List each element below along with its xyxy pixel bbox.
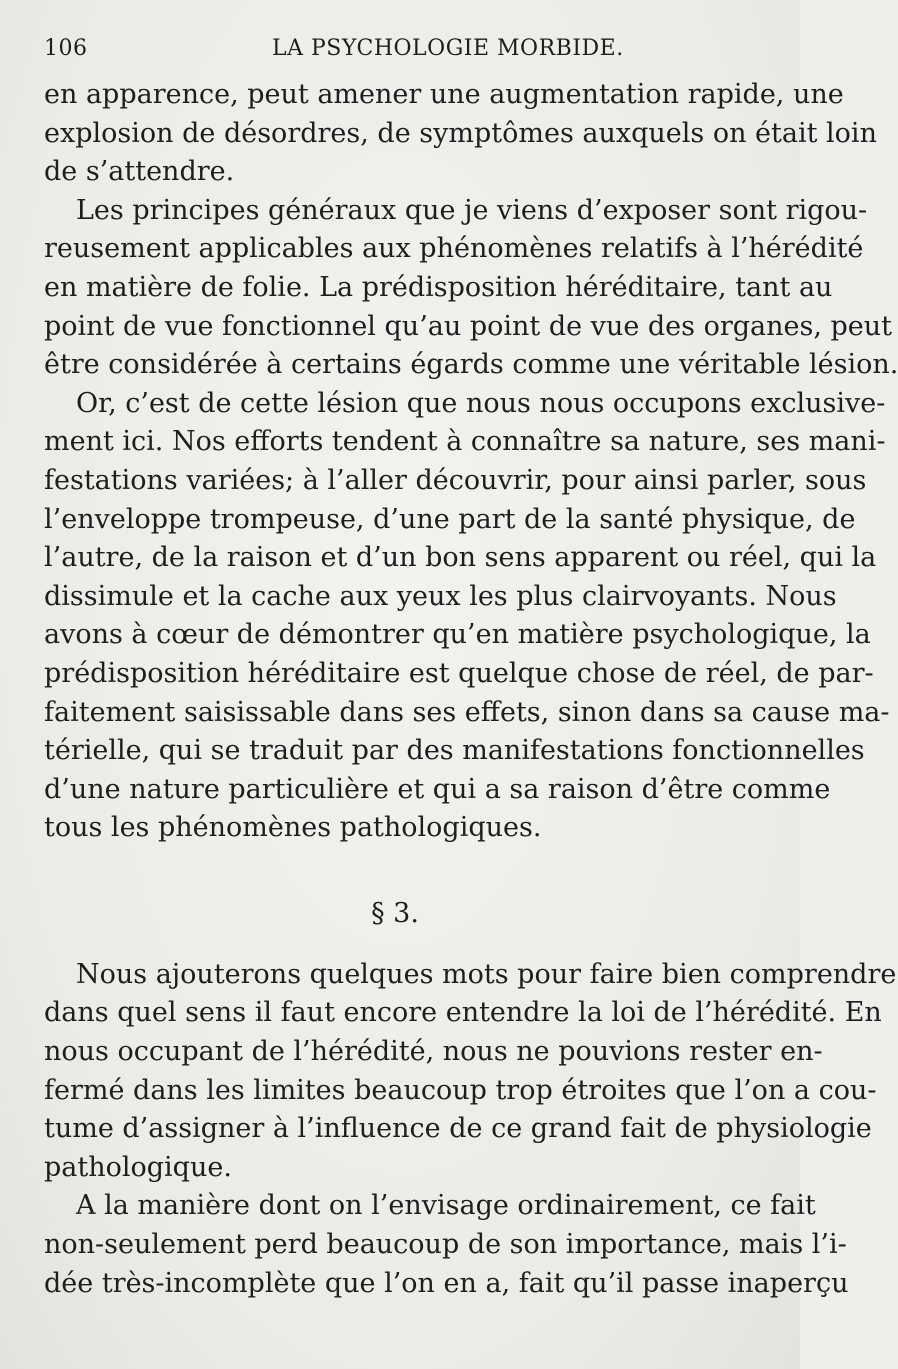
text-line: ment ici. Nos efforts tendent à connaître sa nature, ses mani- [44,426,886,458]
text-line: l’autre, de la raison et d’un bon sens apparent ou réel, qui la [44,542,877,574]
paragraph [44,192,898,385]
text-line: faitement saisissable dans ses effets, sinon dans sa cause ma- [44,696,890,728]
paragraph [44,76,877,192]
text-line: Or, c’est de cette lésion que nous nous occupons exclusive- [76,387,886,419]
text-line: de s’attendre. [44,156,235,188]
text-line: dissimule et la cache aux yeux les plus clairvoyants. Nous [44,580,837,612]
paragraph [44,1187,849,1303]
text-line: en apparence, peut amener une augmentation rapide, une [44,79,844,110]
page-body [44,76,898,1303]
page-number: 106 [44,36,88,61]
running-head: LA PSYCHOLOGIE MORBIDE. [272,36,624,61]
section-spacer [44,940,776,956]
text-line: en matière de folie. La prédisposition héréditaire, tant au [44,271,833,303]
text-line: prédisposition héréditaire est quelque chose de réel, de par- [44,657,874,689]
section-heading: § 3. [371,897,419,929]
text-line: A la manière dont on l’envisage ordinairement, ce fait [76,1190,816,1222]
text-line: être considérée à certains égards comme une véritable lésion. [44,349,898,381]
text-line: térielle, qui se traduit par des manifestations fonctionnelles [44,735,865,767]
text-line: fermé dans les limites beaucoup trop étroites que l’on a cou- [44,1074,877,1106]
text-line: tous les phénomènes pathologiques. [44,812,542,844]
text-line: non-seulement perd beaucoup de son importance, mais l’i- [44,1229,847,1261]
text-line: tume d’assigner à l’influence de ce grand fait de physiologie [44,1113,872,1145]
text-line: nous occupant de l’hérédité, nous ne pouvions rester en- [44,1036,823,1068]
text-line: point de vue fonctionnel qu’au point de vue des organes, peut [44,310,893,342]
text-line: l’enveloppe trompeuse, d’une part de la santé physique, de [44,503,856,535]
text-line: pathologique. [44,1151,232,1183]
section-spacer [44,848,776,888]
text-line: dans quel sens il faut encore entendre la loi de l’hérédité. En [44,997,882,1029]
text-line: d’une nature particulière et qui a sa raison d’être comme [44,773,831,805]
text-line: reusement applicables aux phénomènes relatifs à l’hérédité [44,233,864,265]
paragraph [44,385,890,848]
paragraph [44,956,897,1188]
text-line: explosion de désordres, de symptômes auxquels on était loin [44,117,877,149]
text-line: dée très-incomplète que l’on en a, fait qu’il passe inaperçu [44,1267,849,1299]
text-line: avons à cœur de démontrer qu’en matière psychologique, la [44,619,871,651]
text-line: Les principes généraux que je viens d’exposer sont rigou- [76,194,868,226]
text-line: festations variées; à l’aller découvrir, pour ainsi parler, sous [44,464,867,496]
text-line: Nous ajouterons quelques mots pour faire bien comprendre [76,958,897,990]
page-header [44,36,772,72]
